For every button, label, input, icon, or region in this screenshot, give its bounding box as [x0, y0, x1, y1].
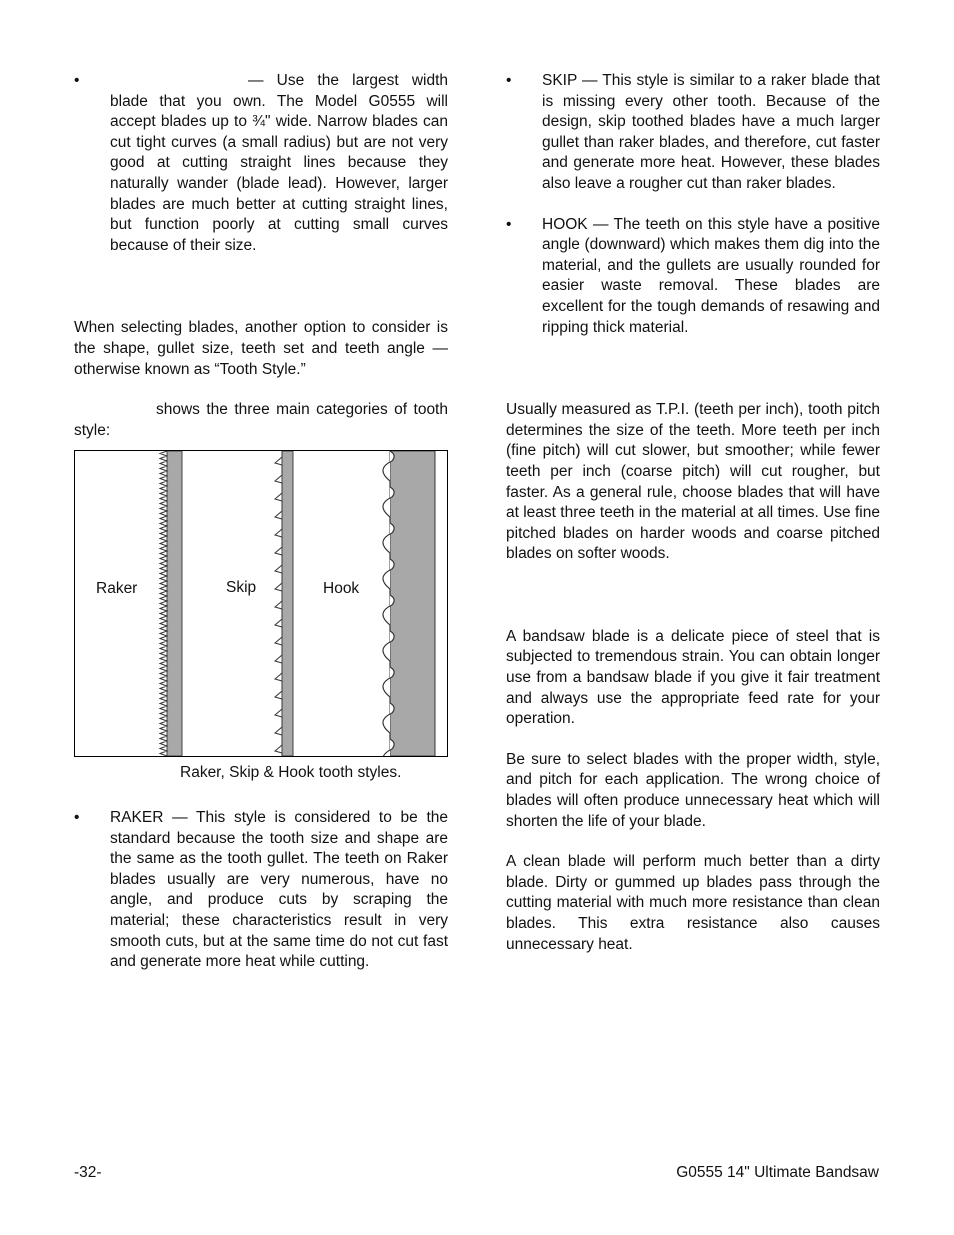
width-bullet [74, 71, 448, 256]
hook-teeth [383, 451, 394, 756]
skip-bullet [506, 71, 880, 195]
raker-blade-body [167, 451, 182, 756]
figure-reference [74, 400, 448, 441]
bullet-dot: • [506, 215, 512, 233]
manual-title: G0555 14" Ultimate Bandsaw [676, 1164, 879, 1181]
right-column [506, 71, 880, 955]
figure-caption: Raker, Skip & Hook tooth styles. [180, 764, 402, 781]
blade-care-paragraph-2: Be sure to select blades with the proper width, style, and pitch for each application. The wrong choice of blades will often produce unnecessary heat which will shorten the life of your blade. [506, 750, 880, 830]
skip-teeth [275, 451, 282, 756]
raker-bullet-text: RAKER — This style is considered to be the standard because the tooth size and shape are the same as the tooth gullet. The teeth on Raker blades usually are very numerous, have no angle, and produce cuts by scraping the material; these characteristics result in very smooth cuts, but at the same time do not cut fast and generate more heat while cutting. [110, 809, 448, 971]
skip-bullet-text: SKIP — This style is similar to a raker blade that is missing every other tooth. Because of the design, skip toothed blades have a much larger gullet than raker blades, and therefore, cut faster and generate more heat. However, these blades also leave a rougher cut than raker blades. [542, 72, 880, 192]
figure-reference-text: shows the three main categories of tooth style: [74, 401, 448, 439]
bullet-dot: • [74, 72, 80, 89]
tooth-style-figure [74, 450, 448, 757]
raker-label: Raker [96, 580, 138, 597]
raker-teeth [160, 451, 167, 756]
tooth-pitch-paragraph: Usually measured as T.P.I. (teeth per inch), tooth pitch determines the size of the teeth. More teeth per inch (fine pitch) will cut slower, but smoother; while fewer teeth per inch (coarse pitch) will cut rougher, but faster. As a general rule, choose blades that will have at least three teeth in the material at all times. Use fine pitched blades on harder woods and coarse pitched blades on softer woods. [506, 401, 880, 563]
bullet-dot: • [506, 72, 512, 89]
page-number: -32- [74, 1164, 102, 1181]
left-column-lower [74, 808, 448, 973]
hook-blade-body [390, 451, 435, 756]
hook-label: Hook [323, 580, 360, 597]
blade-care-paragraph-3: A clean blade will perform much better than a dirty blade. Dirty or gummed up blades pass through the cutting material with much more resistance than clean blades. This extra resistance also causes unnecessary heat. [506, 853, 880, 953]
width-bullet-text: — Use the largest width blade that you own. The Model G0555 will accept blades up to ¾" wide. Narrow blades can cut tight curves (a small radius) but are not very good at cutting straight lines because they naturally wander (blade lead). However, larger blades are much better at cutting straight lines, but function poorly at cutting small curves because of their size. [110, 72, 448, 254]
raker-bullet [74, 808, 448, 973]
hook-bullet-text: HOOK — The teeth on this style have a positive angle (downward) which makes them dig into the material, and the gullets are usually rounded for easier waste removal. These blades are excellent for the tough demands of resawing and ripping thick material. [542, 215, 880, 336]
skip-blade-body [282, 451, 293, 756]
left-column [74, 71, 448, 441]
tooth-style-intro: When selecting blades, another option to consider is the shape, gullet size, teeth set and teeth angle — otherwise known as “Tooth Style.” [74, 319, 448, 378]
skip-label: Skip [226, 579, 257, 596]
hook-bullet [506, 215, 880, 339]
tooth-style-illustration [75, 451, 447, 756]
blade-care-paragraph-1: A bandsaw blade is a delicate piece of steel that is subjected to tremendous strain. You can obtain longer use from a bandsaw blade if you give it fair treatment and always use the appropriate feed rate for your operation. [506, 627, 880, 728]
bullet-dot: • [74, 809, 80, 826]
